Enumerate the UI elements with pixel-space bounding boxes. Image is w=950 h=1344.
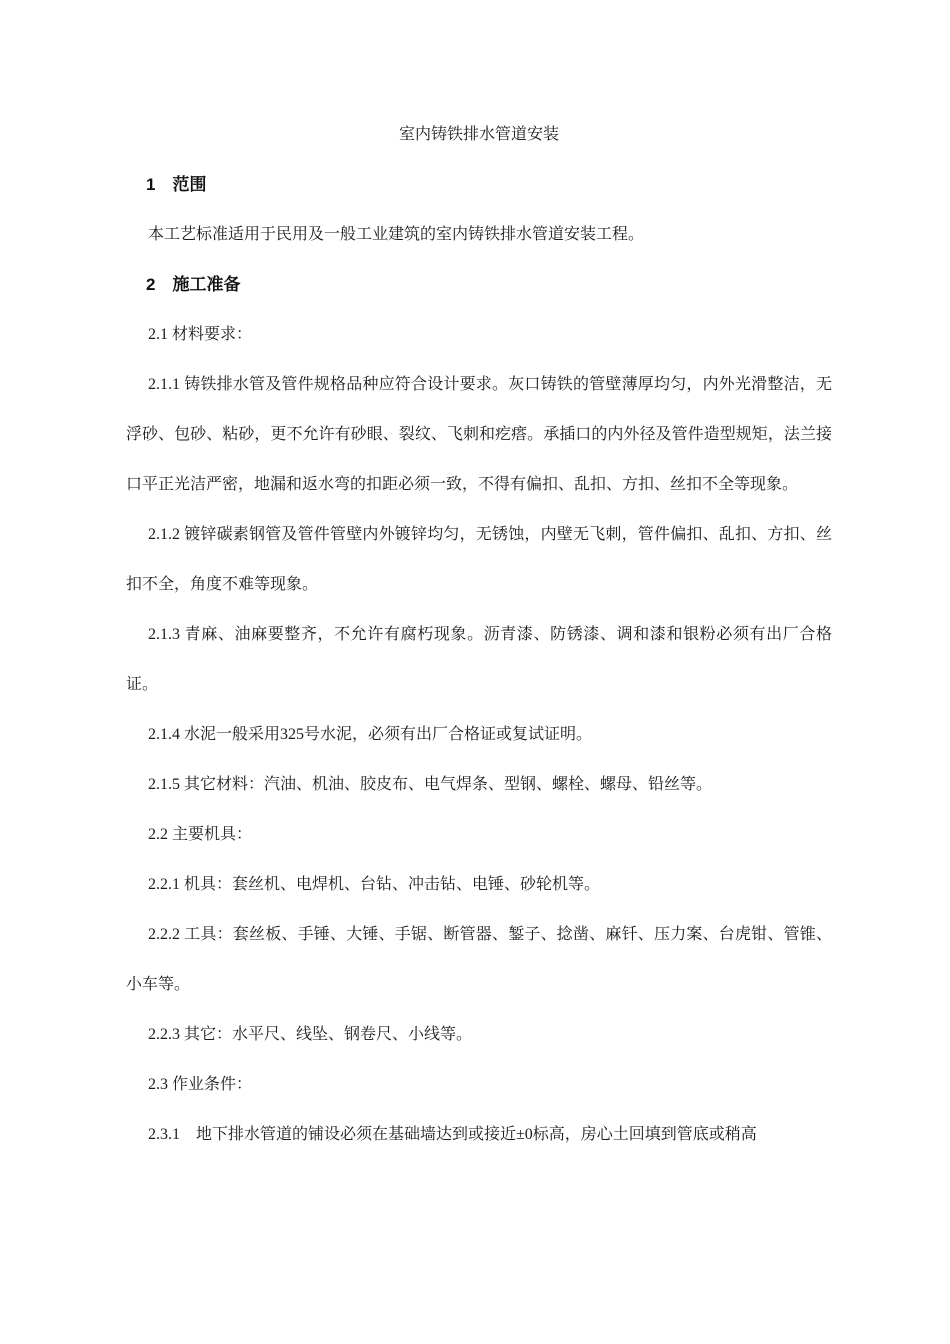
para-2-3: 2.3 作业条件： [148, 1076, 253, 1093]
document-title: 室内铸铁排水管道安装 [398, 126, 559, 143]
para-2-1-3: 2.1.3 青麻、油麻要整齐，不允许有腐朽现象。沥青漆、防锈漆、调和漆和银粉必须有出厂合格证。 [126, 626, 832, 693]
para-scope: 本工艺标准适用于民用及一般工业建筑的室内铸铁排水管道安装工程。 [148, 226, 645, 243]
para-2-1: 2.1 材料要求： [148, 326, 253, 343]
heading-1: 1 范围 [146, 175, 207, 194]
para-2-2-1: 2.2.1 机具：套丝机、电焊机、台钻、冲击钻、电锤、砂轮机等。 [148, 876, 601, 893]
document-body [126, 160, 832, 1160]
para-2-3-1: 2.3.1 地下排水管道的铺设必须在基础墙达到或接近±0标高，房心土回填到管底或稍高 [148, 1126, 757, 1143]
para-2-1-4: 2.1.4 水泥一般采用325号水泥，必须有出厂合格证或复试证明。 [148, 726, 593, 743]
heading-2: 2 施工准备 [146, 275, 241, 294]
para-2-2: 2.2 主要机具： [148, 826, 253, 843]
para-2-1-2: 2.1.2 镀锌碳素钢管及管件管壁内外镀锌均匀，无锈蚀，内壁无飞刺，管件偏扣、乱扣、方扣、丝扣不全，角度不难等现象。 [126, 526, 832, 593]
para-2-1-1: 2.1.1 铸铁排水管及管件规格品种应符合设计要求。灰口铸铁的管壁薄厚均匀，内外光滑整洁，无浮砂、包砂、粘砂，更不允许有砂眼、裂纹、飞刺和疙瘩。承插口的内外径及管件造型规矩，法兰接口平正光洁严密，地漏和返水弯的扣距必须一致，不得有偏扣、乱扣、方扣、丝扣不全等现象。 [126, 376, 832, 493]
para-2-2-2: 2.2.2 工具：套丝板、手锤、大锤、手锯、断管器、錾子、捻凿、麻钎、压力案、台虎钳、管锥、小车等。 [126, 926, 832, 993]
para-2-2-3: 2.2.3 其它：水平尺、线坠、钢卷尺、小线等。 [148, 1026, 473, 1043]
para-2-1-5: 2.1.5 其它材料：汽油、机油、胶皮布、电气焊条、型钢、螺栓、螺母、铅丝等。 [148, 776, 713, 793]
